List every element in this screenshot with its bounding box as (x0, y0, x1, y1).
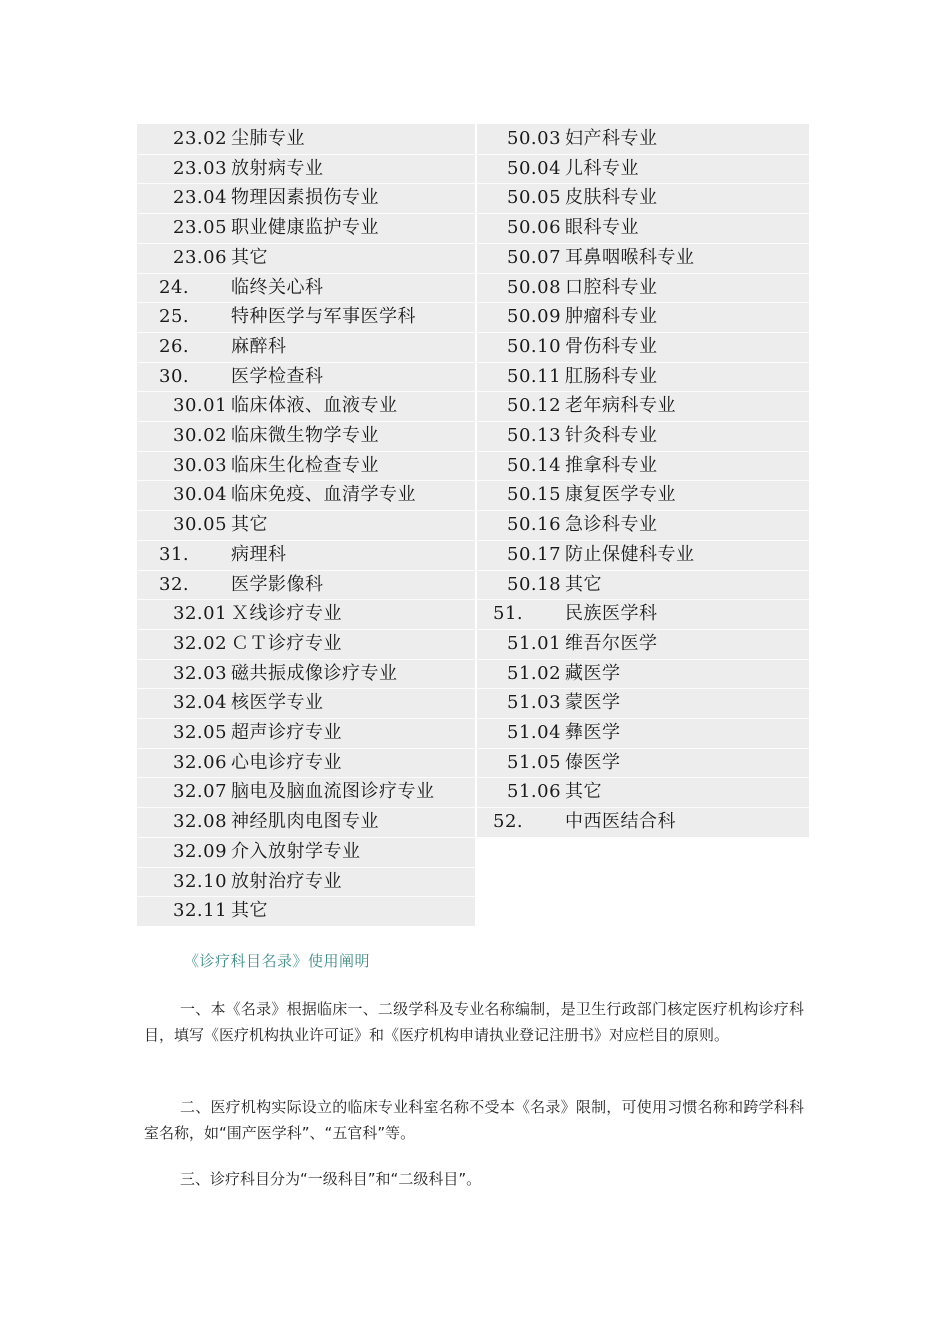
department-name: 眼科专业 (565, 217, 639, 239)
row-divider (477, 213, 809, 214)
department-name: 肿瘤科专业 (565, 306, 658, 328)
department-code: 50.03 (507, 128, 562, 149)
department-name: ＣＴ诊疗专业 (231, 632, 342, 654)
department-code: 32.04 (173, 692, 228, 714)
department-code: 23.03 (173, 157, 228, 179)
department-code: 30.05 (173, 514, 228, 536)
department-code: 50.14 (507, 454, 562, 476)
notes-paragraph-1: 一、本《名录》根据临床一、二级学科及专业名称编制，是卫生行政部门核定医疗机构诊疗科目，填写《医疗机构执业许可证》和《医疗机构申请执业登记注册书》对应栏目的原则。 (144, 1000, 804, 1044)
department-code: 30.03 (173, 454, 228, 476)
department-code: 51.03 (507, 692, 562, 714)
row-divider (137, 629, 475, 630)
department-code: 32.03 (173, 662, 228, 684)
row-divider (137, 480, 475, 481)
department-code: 26. (159, 335, 190, 357)
department-code: 50.15 (507, 484, 562, 506)
row-divider (477, 183, 809, 184)
row-divider (137, 391, 475, 392)
department-code: 51.01 (507, 632, 562, 654)
table-column-right (477, 124, 809, 837)
department-name: 肛肠科专业 (565, 365, 658, 387)
department-name: 儿科专业 (565, 157, 639, 179)
row-divider (137, 540, 475, 541)
department-name: 口腔科专业 (565, 276, 658, 298)
department-code: 32.01 (173, 603, 228, 625)
department-code: 30.01 (173, 395, 228, 417)
row-divider (477, 480, 809, 481)
department-name: 临床微生物学专业 (231, 425, 379, 446)
department-name: 藏医学 (565, 662, 621, 684)
row-divider (477, 302, 809, 303)
department-name: 骨伤科专业 (565, 335, 658, 357)
department-name: 脑电及脑血流图诊疗专业 (231, 781, 435, 803)
department-code: 32.11 (173, 900, 228, 922)
department-code: 32.07 (173, 781, 228, 803)
department-name: 医学影像科 (231, 573, 324, 595)
row-divider (137, 332, 475, 333)
row-divider (137, 451, 475, 452)
department-code: 51.05 (507, 751, 562, 773)
department-code: 51.02 (507, 662, 562, 684)
row-divider (477, 332, 809, 333)
row-divider (477, 807, 809, 808)
department-name: 中西医结合科 (565, 811, 676, 833)
row-divider (137, 896, 475, 897)
department-code: 32.06 (173, 751, 228, 773)
row-divider (137, 302, 475, 303)
row-divider (137, 718, 475, 719)
row-divider (477, 391, 809, 392)
row-divider (477, 659, 809, 660)
department-code: 31. (159, 543, 190, 565)
department-code: 23.05 (173, 217, 228, 239)
department-name: 职业健康监护专业 (231, 217, 379, 239)
department-name: 彝医学 (565, 722, 621, 743)
department-name: 医学检查科 (231, 365, 324, 387)
department-code: 50.04 (507, 157, 562, 179)
row-divider (477, 451, 809, 452)
department-code: 30.02 (173, 425, 228, 446)
department-code: 50.13 (507, 425, 562, 446)
row-divider (137, 837, 475, 838)
department-code: 32.09 (173, 840, 228, 862)
notes-paragraph-2: 二、医疗机构实际设立的临床专业科室名称不受本《名录》限制，可使用习惯名称和跨学科科室名称，如“围产医学科”、“五官科”等。 (144, 1098, 804, 1142)
department-name: 康复医学专业 (565, 484, 676, 506)
department-name: 麻醉科 (231, 335, 287, 357)
department-name: 推拿科专业 (565, 454, 658, 476)
department-name: 维吾尔医学 (565, 632, 658, 654)
department-name: 物理因素损伤专业 (231, 187, 379, 209)
row-divider (137, 688, 475, 689)
department-name: 傣医学 (565, 751, 621, 773)
row-divider (137, 213, 475, 214)
department-name: 临终关心科 (231, 276, 324, 298)
department-code: 50.09 (507, 306, 562, 328)
department-code: 50.08 (507, 276, 562, 298)
department-code: 50.05 (507, 187, 562, 209)
department-name: 老年病科专业 (565, 395, 676, 417)
department-name: 超声诊疗专业 (231, 722, 342, 743)
department-code: 32.02 (173, 632, 228, 654)
department-name: 介入放射学专业 (231, 840, 361, 862)
department-code: 50.17 (507, 543, 562, 565)
department-code: 25. (159, 306, 190, 328)
department-code: 50.18 (507, 573, 562, 595)
department-name: 临床体液、血液专业 (231, 395, 398, 417)
row-divider (137, 599, 475, 600)
row-divider (137, 867, 475, 868)
department-name: 妇产科专业 (565, 128, 658, 149)
department-code: 32.05 (173, 722, 228, 743)
row-divider (477, 362, 809, 363)
row-divider (137, 243, 475, 244)
department-code: 50.12 (507, 395, 562, 417)
department-code: 32. (159, 573, 190, 595)
department-name: 核医学专业 (231, 692, 324, 714)
row-divider (137, 807, 475, 808)
row-divider (477, 570, 809, 571)
row-divider (137, 748, 475, 749)
department-name: 其它 (231, 246, 268, 268)
row-divider (137, 510, 475, 511)
department-code: 30.04 (173, 484, 228, 506)
notes-title: 《诊疗科目名录》使用阐明 (184, 952, 371, 970)
department-name: Ｘ线诊疗专业 (231, 603, 342, 625)
row-divider (477, 510, 809, 511)
row-divider (137, 273, 475, 274)
department-code: 32.10 (173, 870, 228, 892)
department-name: 蒙医学 (565, 692, 621, 714)
department-code: 50.07 (507, 246, 562, 268)
row-divider (477, 688, 809, 689)
department-name: 放射治疗专业 (231, 870, 342, 892)
row-divider (477, 273, 809, 274)
department-code: 32.08 (173, 811, 228, 833)
row-divider (137, 570, 475, 571)
row-divider (137, 659, 475, 660)
department-table (137, 124, 809, 926)
row-divider (477, 599, 809, 600)
department-name: 皮肤科专业 (565, 187, 658, 209)
department-code: 52. (493, 811, 524, 833)
department-name: 临床免疫、血清学专业 (231, 484, 416, 506)
department-name: 其它 (231, 900, 268, 922)
row-divider (137, 183, 475, 184)
table-column-left (137, 124, 475, 926)
department-name: 放射病专业 (231, 157, 324, 179)
department-name: 磁共振成像诊疗专业 (231, 662, 398, 684)
department-name: 特种医学与军事医学科 (231, 306, 416, 328)
row-divider (477, 421, 809, 422)
row-divider (137, 777, 475, 778)
department-name: 针灸科专业 (565, 425, 658, 446)
department-code: 50.16 (507, 514, 562, 536)
department-name: 心电诊疗专业 (231, 751, 342, 773)
department-name: 临床生化检查专业 (231, 454, 379, 476)
department-code: 24. (159, 276, 190, 298)
row-divider (477, 154, 809, 155)
row-divider (477, 629, 809, 630)
department-code: 23.06 (173, 246, 228, 268)
department-code: 30. (159, 365, 190, 387)
department-code: 50.06 (507, 217, 562, 239)
department-name: 民族医学科 (565, 603, 658, 625)
department-name: 病理科 (231, 543, 287, 565)
row-divider (137, 154, 475, 155)
department-name: 防止保健科专业 (565, 543, 695, 565)
row-divider (137, 421, 475, 422)
department-code: 50.11 (507, 365, 562, 387)
department-name: 尘肺专业 (231, 128, 305, 149)
department-code: 51.04 (507, 722, 562, 743)
notes-paragraph-3: 三、诊疗科目分为“一级科目”和“二级科目”。 (180, 1170, 482, 1188)
row-divider (477, 243, 809, 244)
row-divider (477, 718, 809, 719)
department-code: 51.06 (507, 781, 562, 803)
department-code: 23.04 (173, 187, 228, 209)
department-code: 50.10 (507, 335, 562, 357)
department-code: 51. (493, 603, 524, 625)
department-name: 急诊科专业 (565, 514, 658, 536)
row-divider (477, 748, 809, 749)
department-name: 其它 (565, 573, 602, 595)
department-code: 23.02 (173, 128, 228, 149)
department-name: 其它 (565, 781, 602, 803)
row-divider (137, 362, 475, 363)
department-name: 其它 (231, 514, 268, 536)
department-name: 耳鼻咽喉科专业 (565, 246, 695, 268)
department-name: 神经肌肉电图专业 (231, 811, 379, 833)
row-divider (477, 777, 809, 778)
row-divider (477, 540, 809, 541)
